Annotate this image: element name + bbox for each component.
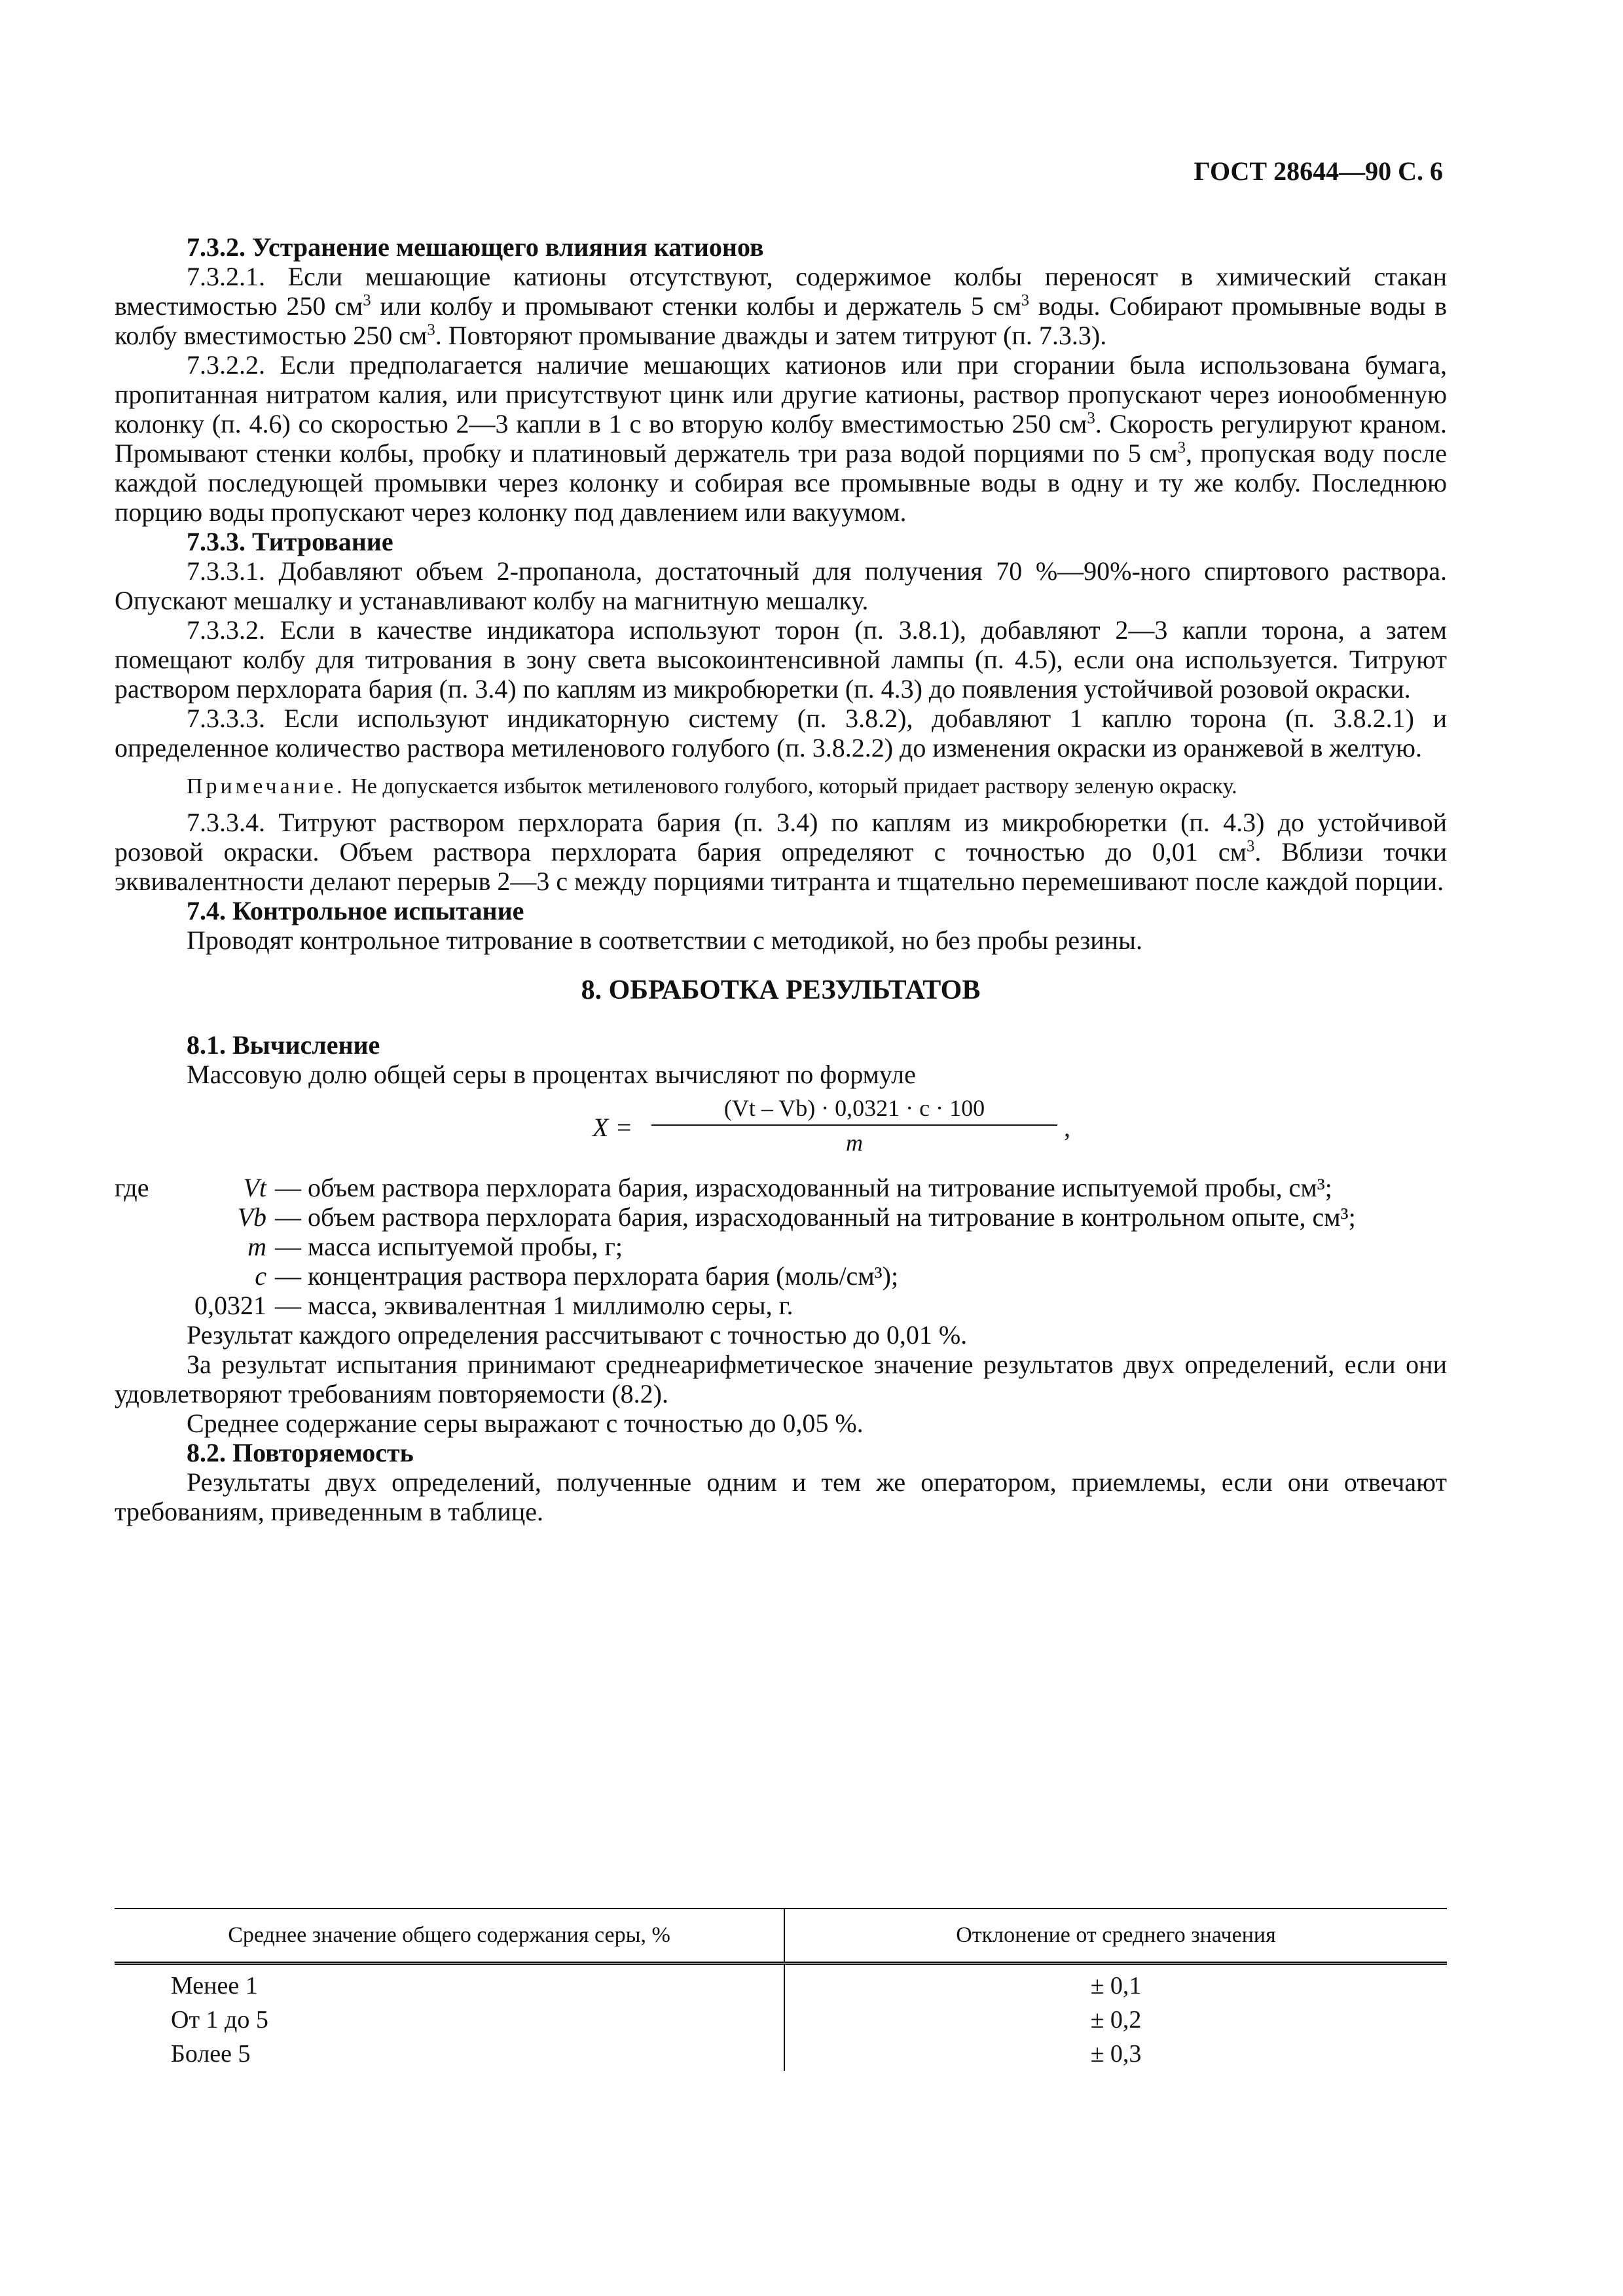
formula-comma: , <box>1064 1113 1070 1142</box>
section-title-8: 8. ОБРАБОТКА РЕЗУЛЬТАТОВ <box>581 975 981 1005</box>
paragraph-7-3-3-3: 7.3.3.3. Если используют индикаторную систему (п. 3.8.2), добавляют 1 каплю торона (п. 3.8.2.1) и определенное количество раствора метиленового голубого (п. 3.8.2.2) до изменения окраски из оранжевой в желтую. <box>115 704 1447 762</box>
table-cell: От 1 до 5 <box>115 2003 784 2037</box>
definition-c: c — концентрация раствора перхлората бария (моль/см³); <box>115 1261 1447 1291</box>
repeatability-table <box>115 1908 1447 2071</box>
symbol: m <box>247 1232 266 1261</box>
symbol: Vt <box>243 1173 266 1202</box>
paragraph-7-3-3-2: 7.3.3.2. Если в качестве индикатора используют торон (п. 3.8.1), добавляют 2—3 капли торона, а затем помещают колбу для титрования в зону света высокоинтенсивной лампы (п. 4.5), если она используется. Титруют раствором перхлората бария (п. 3.4) по каплям из микробюретки (п. 4.3) до появления устойчивой розовой окраски. <box>115 615 1447 704</box>
section-heading-7-4: 7.4. Контрольное испытание <box>187 896 524 925</box>
paragraph-result-mean: За результат испытания принимают среднеарифметическое значение результатов двух определений, если они удовлетворяют требованиям повторяемости (8.2). <box>115 1350 1447 1408</box>
definition-m: m — масса испытуемой пробы, г; <box>115 1232 1447 1261</box>
table-cell: Менее 1 <box>115 1964 784 2003</box>
table-cell: ± 0,1 <box>1090 1971 1142 2000</box>
formula-denominator: m <box>846 1130 863 1156</box>
table-cell: ± 0,2 <box>1090 2005 1142 2034</box>
section-heading-8-2: 8.2. Повторяемость <box>187 1438 414 1467</box>
section-heading-7-3-3: 7.3.3. Титрование <box>187 527 393 556</box>
definition-vb: Vb — объем раствора перхлората бария, израсходованный на титрование в контрольном опыте, см³; <box>115 1202 1447 1232</box>
symbol: Vb <box>237 1202 266 1232</box>
paragraph-7-3-2-1: 7.3.2.1. Если мешающие катионы отсутствуют, содержимое колбы переносят в химический стакан вместимостью 250 $см^3$ или колбу и промывают стенки колбы и держатель 5 $см^3$ воды. Собирают промывные воды в колбу вместимостью 250 $см^3$. Повторяют промывание дважды и затем титруют (п. 7.3.3). <box>115 262 1448 350</box>
table-header-cell: Среднее значение общего содержания серы, % <box>115 1909 784 1964</box>
formula-intro: Массовую долю общей серы в процентах вычисляют по формуле <box>187 1060 916 1089</box>
paragraph-7-3-2-2: 7.3.2.2. Если предполагается наличие мешающих катионов или при сгорании была использована бумага, пропитанная нитратом калия, или присутствуют цинк или другие катионы, раствор пропускают через ионообменную колонку (п. 4.6) со скоростью 2—3 капли в 1 с во вторую колбу вместимостью 250 $см^3$. Скорость регулируют краном. Промывают стенки колбы, пробку и платиновый держатель три раза водой порциями по 5 $см^3$, пропуская воду после каждой последующей промывки через колонку и собирая все промывные воды в одну и ту же колбу. Последнюю порцию воды пропускают через колонку под давлением или вакуумом. <box>115 350 1448 527</box>
note-label: Примечание. <box>187 774 346 798</box>
paragraph-7-3-3-4: 7.3.3.4. Титруют раствором перхлората бария (п. 3.4) по каплям из микробюретки (п. 4.3) до устойчивой розовой окраски. Объем раствора перхлората бария определяют с точностью до 0,01 $см^3$. Вблизи точки эквивалентности делают перерыв 2—3 с между порциями титранта и тщательно перемешивают после каждой порции. <box>115 808 1447 896</box>
section-heading-7-3-2: 7.3.2. Устранение мешающего влияния катионов <box>187 232 764 262</box>
symbol: c <box>255 1261 266 1291</box>
note: Примечание. Не допускается избыток метиленового голубого, который придает раствору зеленую окраску. <box>187 774 1237 798</box>
paragraph-result-accuracy: Результат каждого определения рассчитывают с точностью до 0,01 %. <box>187 1320 968 1350</box>
fraction-bar <box>651 1124 1057 1126</box>
table-header-cell: Отклонение от среднего значения <box>784 1909 1447 1964</box>
formula-fraction <box>651 1094 1057 1156</box>
formula-lhs: X = <box>593 1113 633 1142</box>
paragraph-7-4: Проводят контрольное титрование в соответствии с методикой, но без пробы резины. <box>187 925 1142 955</box>
paragraph-result-average: Среднее содержание серы выражают с точностью до 0,05 %. <box>187 1408 864 1438</box>
symbol: 0,0321 <box>194 1291 266 1320</box>
table-row <box>115 2003 1447 2037</box>
table-header-row <box>115 1909 1447 1964</box>
definition-constant: 0,0321 — масса, эквивалентная 1 миллимолю серы, г. <box>115 1291 1447 1320</box>
where-label: где <box>115 1173 149 1202</box>
page-header: ГОСТ 28644—90 С. 6 <box>1194 156 1443 186</box>
formula-definitions <box>115 1173 1447 1320</box>
formula-numerator: (Vt – Vb) · 0,0321 · c · 100 <box>723 1095 985 1121</box>
formula <box>115 1094 1447 1166</box>
paragraph-repeatability: Результаты двух определений, полученные одним и тем же оператором, приемлемы, если они отвечают требованиям, приведенным в таблице. <box>115 1467 1447 1526</box>
table-row <box>115 1964 1447 2003</box>
definition-vt: где Vt — объем раствора перхлората бария, израсходованный на титрование испытуемой пробы, см³; <box>115 1173 1332 1202</box>
table-row <box>115 2037 1447 2071</box>
document-body <box>115 232 1447 1526</box>
paragraph-7-3-3-1: 7.3.3.1. Добавляют объем 2-пропанола, достаточный для получения 70 %—90%-ного спиртового раствора. Опускают мешалку и устанавливают колбу на магнитную мешалку. <box>115 556 1447 615</box>
section-heading-8-1: 8.1. Вычисление <box>187 1030 380 1060</box>
table-cell: ± 0,3 <box>1090 2039 1142 2068</box>
table-cell: Более 5 <box>115 2037 784 2071</box>
